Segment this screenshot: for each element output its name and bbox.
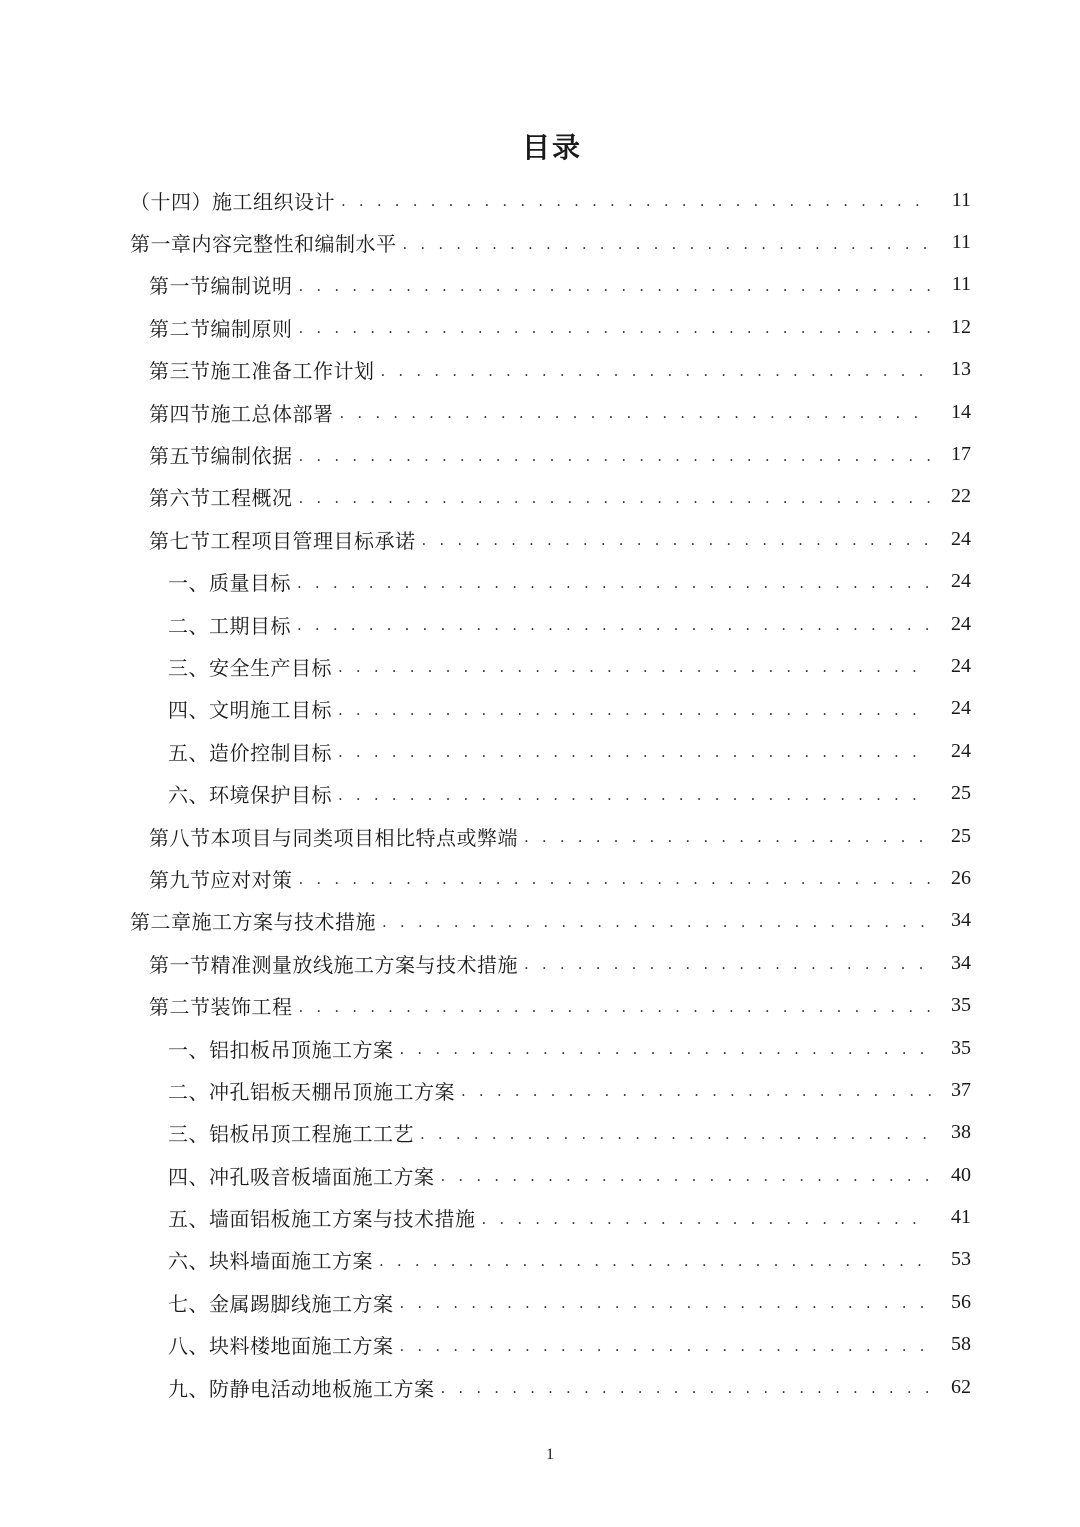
dot-leader <box>524 827 931 847</box>
toc-entry-title: 第四节施工总体部署 <box>149 401 334 426</box>
dot-leader <box>400 1293 932 1313</box>
dot-leader <box>382 912 931 932</box>
toc-entry-title: 六、块料墙面施工方案 <box>168 1249 373 1274</box>
toc-entry[interactable] <box>0 857 1080 899</box>
toc-entry-title: 五、造价控制目标 <box>168 740 332 765</box>
toc-entry-title: 第二章施工方案与技术措施 <box>130 910 376 935</box>
toc-entry[interactable] <box>0 518 1080 560</box>
toc-entry-page: 24 <box>951 527 971 550</box>
toc-entry[interactable] <box>0 1112 1080 1154</box>
toc-entry-title: 三、安全生产目标 <box>168 655 332 680</box>
toc-entry-title: 七、金属踢脚线施工方案 <box>168 1291 394 1316</box>
toc-entry-title: 一、质量目标 <box>168 571 291 596</box>
toc-entry[interactable] <box>0 1366 1080 1408</box>
page-number: 1 <box>546 1446 554 1463</box>
toc-entry-title: 九、防静电活动地板施工方案 <box>168 1376 435 1401</box>
toc-entry[interactable] <box>0 942 1080 984</box>
toc-entry-page: 22 <box>951 485 971 508</box>
toc-entry-title: 第一节精准测量放线施工方案与技术措施 <box>149 952 518 977</box>
toc-entry-title: 第五节编制依据 <box>149 444 293 469</box>
dot-leader <box>482 1209 932 1229</box>
dot-leader <box>340 403 932 423</box>
dot-leader <box>400 1039 932 1059</box>
toc-entry[interactable] <box>0 391 1080 433</box>
toc-entry[interactable] <box>0 645 1080 687</box>
dot-leader <box>299 318 932 338</box>
toc-entry-title: 第二节编制原则 <box>149 316 293 341</box>
toc-entry-page: 24 <box>951 654 971 677</box>
toc-entry-page: 37 <box>951 1078 971 1101</box>
toc-entry[interactable] <box>0 730 1080 772</box>
toc-entry-page: 40 <box>951 1163 971 1186</box>
toc-entry[interactable] <box>0 1196 1080 1238</box>
toc-entry[interactable] <box>0 306 1080 348</box>
toc-entry[interactable] <box>0 1324 1080 1366</box>
toc-entry-title: 二、工期目标 <box>168 613 291 638</box>
dot-leader <box>441 1166 932 1186</box>
toc-entry-page: 34 <box>951 909 971 932</box>
toc-entry-title: 第三节施工准备工作计划 <box>149 359 375 384</box>
toc-entry-title: 四、文明施工目标 <box>168 698 332 723</box>
toc-entry-page: 38 <box>951 1121 971 1144</box>
toc-entry[interactable] <box>0 1239 1080 1281</box>
toc-entry[interactable] <box>0 561 1080 603</box>
dot-leader <box>441 1378 932 1398</box>
toc-entry[interactable] <box>0 900 1080 942</box>
toc-entry-page: 11 <box>951 231 971 254</box>
toc-entry[interactable] <box>0 349 1080 391</box>
toc-entry-page: 14 <box>951 400 971 423</box>
dot-leader <box>297 615 931 635</box>
toc-entry[interactable] <box>0 815 1080 857</box>
toc-entry[interactable] <box>0 1027 1080 1069</box>
toc-entry-page: 41 <box>951 1206 971 1229</box>
dot-leader <box>461 1081 931 1101</box>
toc-entry-page: 24 <box>951 570 971 593</box>
toc-entry-title: 第一章内容完整性和编制水平 <box>130 232 397 257</box>
toc-entry[interactable] <box>0 772 1080 814</box>
toc-entry[interactable] <box>0 1069 1080 1111</box>
dot-leader <box>299 869 932 889</box>
dot-leader <box>299 276 932 296</box>
toc-entry-page: 56 <box>951 1290 971 1313</box>
toc-entry-page: 11 <box>951 188 971 211</box>
dot-leader <box>420 1124 931 1144</box>
toc-entry-title: （十四）施工组织设计 <box>130 189 335 214</box>
toc-entry-page: 35 <box>951 994 971 1017</box>
toc-entry-title: 第八节本项目与同类项目相比特点或弊端 <box>149 825 518 850</box>
toc-entry-page: 25 <box>951 824 971 847</box>
toc-entry-title: 第七节工程项目管理目标承诺 <box>149 528 416 553</box>
toc-entry-page: 12 <box>951 315 971 338</box>
toc-entry-page: 58 <box>951 1333 971 1356</box>
toc-entry-title: 一、铝扣板吊顶施工方案 <box>168 1037 394 1062</box>
dot-leader <box>422 530 932 550</box>
toc-entry-title: 八、块料楼地面施工方案 <box>168 1334 394 1359</box>
toc-entry-title: 三、铝板吊顶工程施工工艺 <box>168 1122 414 1147</box>
toc-entry-page: 24 <box>951 612 971 635</box>
dot-leader <box>379 1251 931 1271</box>
toc-entry-page: 35 <box>951 1036 971 1059</box>
dot-leader <box>299 997 932 1017</box>
dot-leader <box>381 361 932 381</box>
toc-entry-page: 11 <box>951 273 971 296</box>
toc-entry-page: 26 <box>951 866 971 889</box>
toc-entry-page: 25 <box>951 782 971 805</box>
dot-leader <box>400 1336 932 1356</box>
toc-entry[interactable] <box>0 688 1080 730</box>
dot-leader <box>338 742 931 762</box>
dot-leader <box>403 234 932 254</box>
toc-entry[interactable] <box>0 1281 1080 1323</box>
toc-entry[interactable] <box>0 264 1080 306</box>
toc-entry[interactable] <box>0 1154 1080 1196</box>
toc-entry-title: 第九节应对对策 <box>149 867 293 892</box>
dot-leader <box>338 785 931 805</box>
toc-entry[interactable] <box>0 476 1080 518</box>
dot-leader <box>299 488 932 508</box>
toc-entry[interactable] <box>0 433 1080 475</box>
toc-entry-title: 第六节工程概况 <box>149 486 293 511</box>
dot-leader <box>524 954 931 974</box>
toc-entry-page: 53 <box>951 1248 971 1271</box>
page-title: 目录 <box>521 131 582 164</box>
toc-entry-title: 第二节装饰工程 <box>149 995 293 1020</box>
toc-entry-page: 17 <box>951 443 971 466</box>
toc-entry-page: 13 <box>951 358 971 381</box>
toc-entry-page: 24 <box>951 739 971 762</box>
toc-entry-title: 二、冲孔铝板天棚吊顶施工方案 <box>168 1079 455 1104</box>
toc-entry-title: 四、冲孔吸音板墙面施工方案 <box>168 1164 435 1189</box>
toc-entry-page: 62 <box>951 1375 971 1398</box>
toc-entry-page: 24 <box>951 697 971 720</box>
toc-list <box>0 179 1080 1408</box>
toc-entry-title: 五、墙面铝板施工方案与技术措施 <box>168 1207 476 1232</box>
toc-entry-title: 第一节编制说明 <box>149 274 293 299</box>
dot-leader <box>338 657 931 677</box>
toc-entry-page: 34 <box>951 951 971 974</box>
dot-leader <box>297 573 931 593</box>
toc-entry[interactable] <box>0 603 1080 645</box>
toc-entry[interactable] <box>0 221 1080 263</box>
toc-entry[interactable] <box>0 179 1080 221</box>
dot-leader <box>341 191 931 211</box>
dot-leader <box>299 446 932 466</box>
toc-entry[interactable] <box>0 984 1080 1026</box>
dot-leader <box>338 700 931 720</box>
toc-entry-title: 六、环境保护目标 <box>168 783 332 808</box>
